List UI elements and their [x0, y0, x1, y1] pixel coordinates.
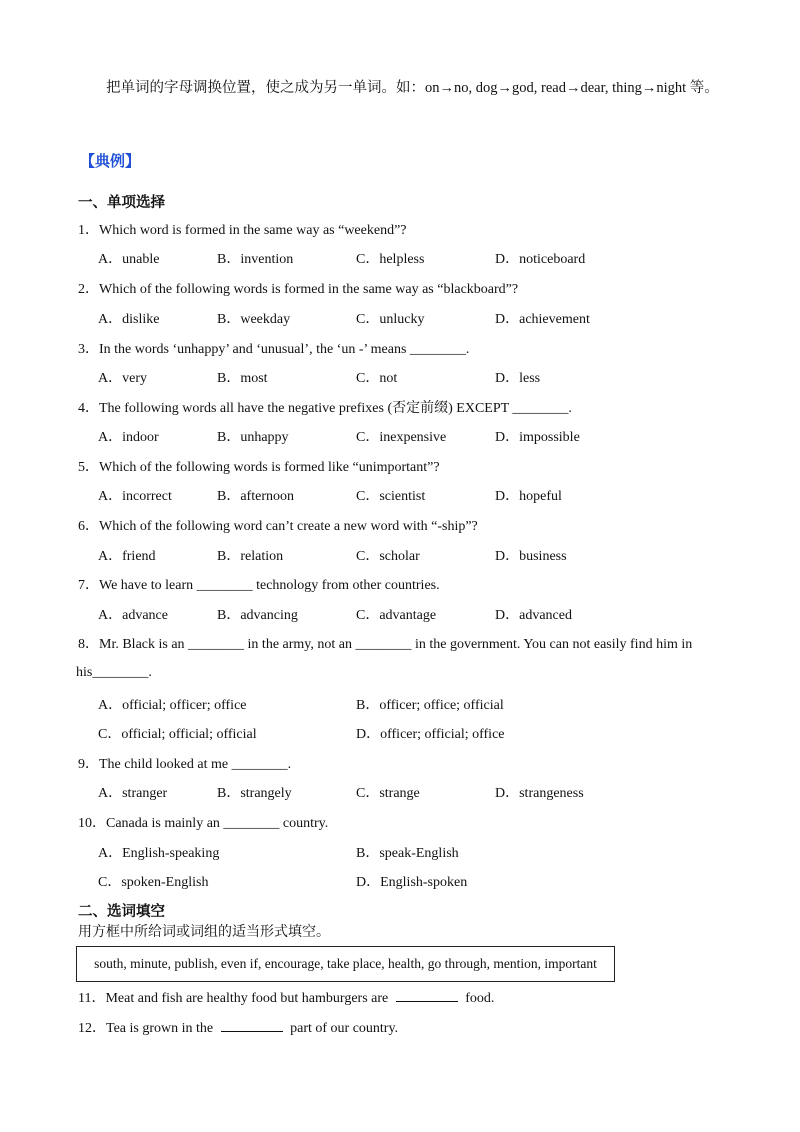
option-d: D．achievement	[495, 312, 590, 327]
question-8-options-row1	[98, 694, 718, 714]
intro-text: 把单词的字母调换位置，使之成为另一单词。如：on→no, dog→god, read→dear, thing→night 等。	[106, 80, 719, 96]
option-d: D．business	[495, 549, 567, 564]
question-10-options-row1	[98, 842, 718, 862]
option-c: C．inexpensive	[356, 430, 447, 445]
option-c: C．strange	[356, 786, 420, 801]
option-a: A．unable	[98, 252, 160, 267]
question-5: 5．Which of the following words is formed like “unimportant”?	[78, 460, 440, 475]
question-11-after: food.	[465, 991, 495, 1006]
option-d: D．English-spoken	[356, 875, 468, 890]
option-a: A．dislike	[98, 312, 160, 327]
question-12-after: part of our country.	[290, 1021, 399, 1036]
option-d: D．strangeness	[495, 786, 584, 801]
option-c: C．not	[356, 371, 398, 386]
question-7-options	[98, 604, 718, 624]
question-2: 2．Which of the following words is formed in the same way as “blackboard”?	[78, 282, 519, 297]
question-11-text: 11．Meat and fish are healthy food but hamburgers are	[78, 991, 389, 1006]
option-a: A．friend	[98, 549, 156, 564]
question-4: 4．The following words all have the negative prefixes (否定前缀) EXCEPT ________.	[78, 401, 572, 416]
option-a: A．indoor	[98, 430, 159, 445]
question-10: 10．Canada is mainly an ________ country.	[78, 816, 329, 831]
option-b: B．unhappy	[217, 430, 289, 445]
option-b: B．strangely	[217, 786, 292, 801]
question-6: 6．Which of the following word can’t create a new word with “-ship”?	[78, 519, 478, 534]
option-b: B．relation	[217, 549, 284, 564]
option-d: D．noticeboard	[495, 252, 586, 267]
option-b: B．invention	[217, 252, 294, 267]
option-d: D．impossible	[495, 430, 580, 445]
question-1: 1．Which word is formed in the same way as “weekend”?	[78, 223, 407, 238]
option-d: D．officer; official; office	[356, 727, 505, 742]
question-12-text: 12．Tea is grown in the	[78, 1021, 214, 1036]
option-c: C．advantage	[356, 608, 437, 623]
option-d: D．hopeful	[495, 489, 562, 504]
question-10-options-row2	[98, 871, 718, 891]
question-9: 9．The child looked at me ________.	[78, 757, 292, 772]
option-b: B．speak-English	[356, 846, 459, 861]
word-bank-box	[76, 946, 615, 982]
option-c: C．helpless	[356, 252, 425, 267]
question-6-options	[98, 545, 718, 565]
option-a: A．English-speaking	[98, 846, 220, 861]
question-3: 3．In the words ‘unhappy’ and ‘unusual’, the ‘un -’ means ________.	[78, 342, 470, 357]
question-2-options	[98, 308, 718, 328]
option-c: C．official; official; official	[98, 727, 257, 742]
option-b: B．officer; office; official	[356, 698, 504, 713]
option-c: C．spoken-English	[98, 875, 209, 890]
question-12	[78, 1017, 398, 1037]
option-a: A．incorrect	[98, 489, 172, 504]
question-11	[78, 987, 494, 1007]
option-c: C．scholar	[356, 549, 420, 564]
option-a: A．very	[98, 371, 147, 386]
question-5-options	[98, 485, 718, 505]
section-instruction: 用方框中所给词或词组的适当形式填空。	[78, 924, 330, 940]
option-b: B．weekday	[217, 312, 291, 327]
option-c: C．unlucky	[356, 312, 425, 327]
option-d: D．less	[495, 371, 541, 386]
option-a: A．stranger	[98, 786, 168, 801]
section-title-multiple-choice: 一、单项选择	[78, 195, 165, 211]
example-heading: 【典例】	[80, 154, 141, 170]
question-8-options-row2	[98, 723, 718, 743]
word-bank-text: south, minute, publish, even if, encourage, take place, health, go through, mention, important	[94, 956, 597, 971]
question-4-options	[98, 426, 718, 446]
option-a: A．advance	[98, 608, 168, 623]
answer-blank[interactable]	[221, 1017, 283, 1032]
option-d: D．advanced	[495, 608, 572, 623]
option-c: C．scientist	[356, 489, 426, 504]
question-8-continued: his________.	[76, 665, 152, 680]
question-1-options	[98, 248, 718, 268]
option-b: B．afternoon	[217, 489, 294, 504]
option-b: B．advancing	[217, 608, 298, 623]
option-a: A．official; officer; office	[98, 698, 247, 713]
section-title-word-fill: 二、选词填空	[78, 904, 165, 920]
question-8: 8．Mr. Black is an ________ in the army, not an ________ in the government. You can not easily find him in	[78, 637, 693, 652]
answer-blank[interactable]	[396, 987, 458, 1002]
question-7: 7．We have to learn ________ technology from other countries.	[78, 578, 440, 593]
question-9-options	[98, 782, 718, 802]
option-b: B．most	[217, 371, 268, 386]
question-3-options	[98, 367, 718, 387]
